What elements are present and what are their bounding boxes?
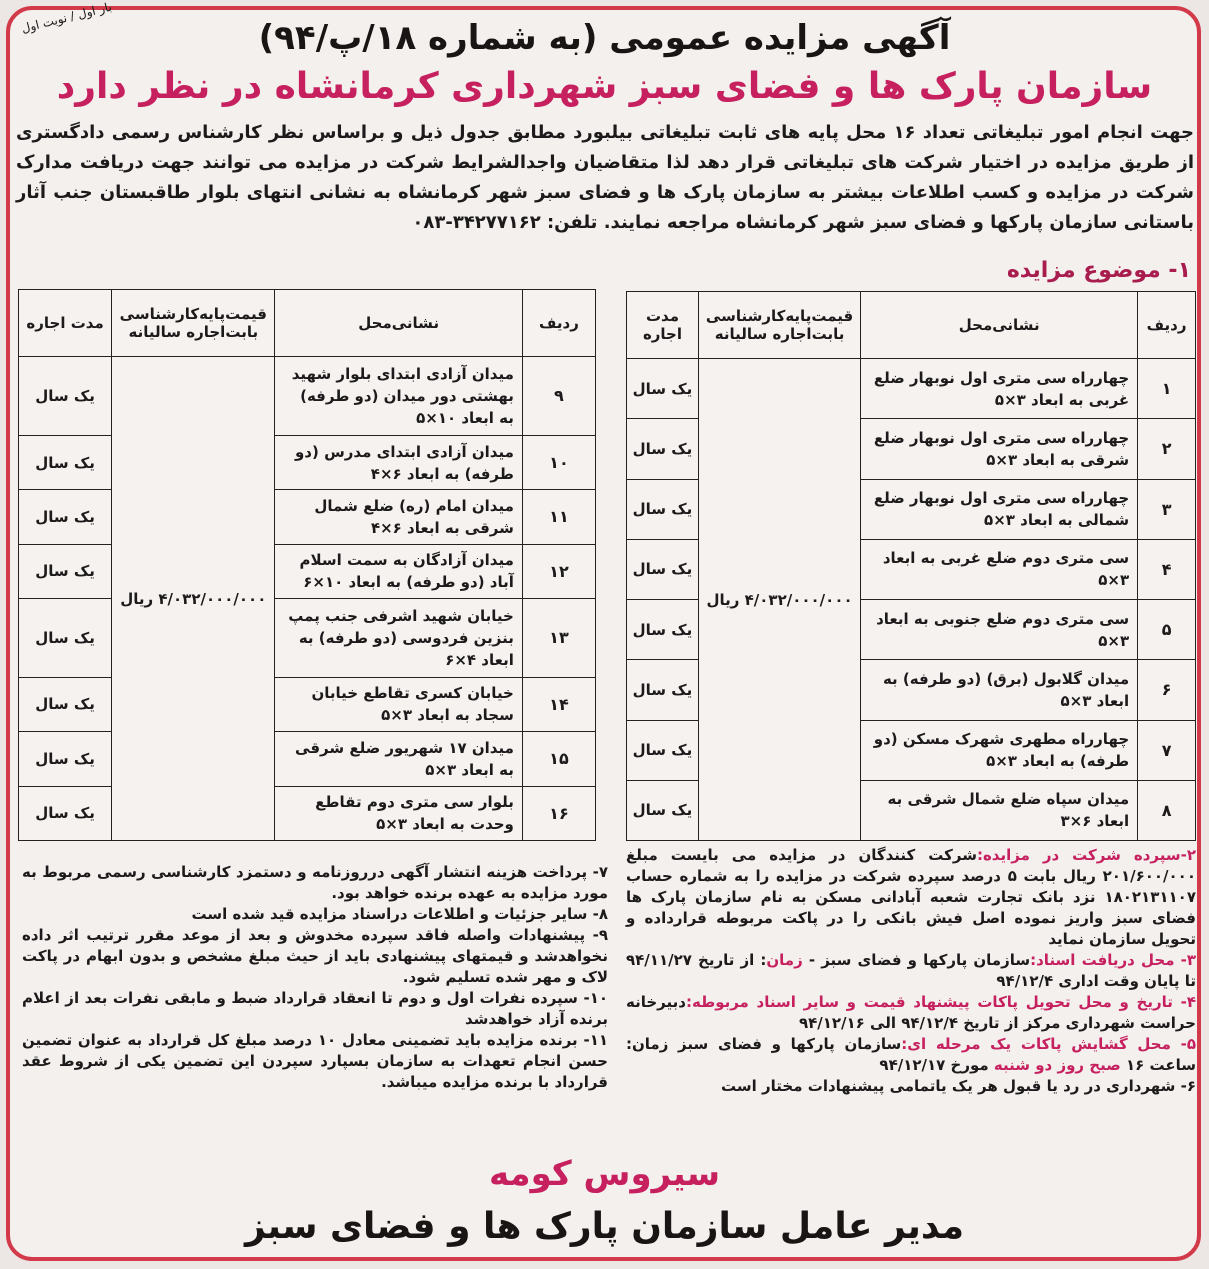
row-duration: یک سال xyxy=(627,539,699,599)
condition-3-label: ۳- محل دریافت اسناد: xyxy=(1030,951,1196,969)
corner-note: بار اول / نوبت اول xyxy=(20,0,114,36)
row-location: میدان امام (ره) ضلع شمال شرقی به ابعاد ۶×۴ xyxy=(275,490,522,544)
row-location: میدان سپاه ضلع شمال شرقی به ابعاد ۶×۳ xyxy=(861,780,1138,840)
row-duration: یک سال xyxy=(19,677,112,731)
base-price: ۴/۰۳۲/۰۰۰/۰۰۰ ریال xyxy=(112,357,275,841)
condition-5-label: ۵- محل گشایش پاکات یک مرحله ای: xyxy=(901,1035,1196,1053)
row-duration: یک سال xyxy=(627,600,699,660)
conditions-right xyxy=(626,845,1196,1097)
row-duration: یک سال xyxy=(627,660,699,720)
row-number: ۱۳ xyxy=(522,598,595,677)
condition-9: ۹- پیشنهادات واصله فاقد سپرده مخدوش و بعد از موعد مقرر ترتیب اثر داده نخواهدشد و قیمتهای پیشنهادی باید از حیث مبلغ مشخص و بدون ابهام در پاکت لاک و مهر شده تسلیم شود. xyxy=(22,926,608,986)
row-number: ۱۵ xyxy=(522,732,595,786)
page-title: آگهی مزایده عمومی (به شماره ۱۸/پ/۹۴) xyxy=(258,18,951,58)
row-number: ۱ xyxy=(1138,359,1196,419)
row-location: چهارراه سی متری اول نوبهار ضلع غربی به ابعاد ۳×۵ xyxy=(861,359,1138,419)
condition-2-text: شرکت کنندگان در مزایده می بایست مبلغ ۲۰۱/۶۰۰/۰۰۰ ریال بابت ۵ درصد سپرده شرکت در مزایده را به شماره حساب ۱۸۰۲۱۳۱۱۰۷ نزد بانک تجارت شعبه آبادانی مسکن به نام سازمان پارک ها فضای سبز واریز نموده اصل فیش بانکی را در پاکت مربوطه قرارداده و تحویل سازمان نماید xyxy=(626,846,1196,948)
header-row: ردیف xyxy=(522,290,595,357)
conditions-left xyxy=(22,862,608,1093)
condition-2 xyxy=(626,845,1196,950)
row-number: ۵ xyxy=(1138,600,1196,660)
row-number: ۶ xyxy=(1138,660,1196,720)
condition-5-tail: مورخ ۹۴/۱۲/۱۷ xyxy=(879,1056,989,1074)
row-number: ۷ xyxy=(1138,720,1196,780)
condition-3-tail: : از تاریخ ۹۴/۱۱/۲۷ تا پایان وقت اداری ۹۴/۱۲/۴ xyxy=(626,951,1196,990)
row-number: ۸ xyxy=(1138,780,1196,840)
row-number: ۱۴ xyxy=(522,677,595,731)
condition-5-tail-highlight: صبح روز دو شنبه xyxy=(993,1056,1121,1074)
row-duration: یک سال xyxy=(627,720,699,780)
condition-10: ۱۰- سپرده نفرات اول و دوم تا انعقاد قرارداد ضبط و مابقی نفرات بعد از اعلام برنده آزاد خواهدشد xyxy=(22,989,608,1028)
condition-3-time-label: زمان xyxy=(766,951,803,969)
table-row xyxy=(19,732,596,786)
row-number: ۹ xyxy=(522,357,595,436)
row-location: خیابان شهید اشرفی جنب پمپ بنزین فردوسی (دو طرفه) به ابعاد ۴×۶ xyxy=(275,598,522,677)
signatory-title: مدیر عامل سازمان پارک ها و فضای سبز xyxy=(245,1206,964,1247)
table-row xyxy=(19,490,596,544)
row-location: بلوار سی متری دوم تقاطع وحدت به ابعاد ۳×۵ xyxy=(275,786,522,840)
header-price: قیمت‌پایه‌کارشناسی بابت‌اجاره سالیانه xyxy=(698,292,860,359)
row-duration: یک سال xyxy=(19,435,112,489)
header-location: نشانی‌محل xyxy=(861,292,1138,359)
row-number: ۲ xyxy=(1138,419,1196,479)
auction-table-left xyxy=(18,289,596,841)
header-row: ردیف xyxy=(1138,292,1196,359)
condition-2-label: ۲-سپرده شرکت در مزایده: xyxy=(976,846,1196,864)
header-location: نشانی‌محل xyxy=(275,290,522,357)
row-duration: یک سال xyxy=(627,419,699,479)
row-location: چهارراه مطهری شهرک مسکن (دو طرفه) به ابعاد ۳×۵ xyxy=(861,720,1138,780)
header-duration: مدت اجاره xyxy=(627,292,699,359)
row-location: میدان آزادی ابتدای مدرس (دو طرفه) به ابعاد ۶×۴ xyxy=(275,435,522,489)
row-duration: یک سال xyxy=(19,786,112,840)
condition-3 xyxy=(626,950,1196,992)
row-number: ۱۰ xyxy=(522,435,595,489)
row-duration: یک سال xyxy=(19,598,112,677)
row-duration: یک سال xyxy=(627,479,699,539)
row-number: ۳ xyxy=(1138,479,1196,539)
condition-8: ۸- سایر جزئیات و اطلاعات دراسناد مزایده قید شده است xyxy=(191,905,608,923)
table-row xyxy=(19,544,596,598)
condition-3-text: سازمان پارکها و فضای سبز - xyxy=(808,951,1031,969)
row-number: ۴ xyxy=(1138,539,1196,599)
page-subtitle: سازمان پارک ها و فضای سبز شهرداری کرمانشاه در نظر دارد xyxy=(56,66,1153,107)
intro-paragraph: جهت انجام امور تبلیغاتی تعداد ۱۶ محل پایه های ثابت تبلیغاتی بیلبورد مطابق جدول ذیل و براساس نظر کارشناس رسمی دادگستری از طریق مزایده در اختیار شرکت های تبلیغاتی قرار دهد لذا متقاضیان واجدالشرایط شرکت در مزایده می توانند جهت دریافت مدارک شرکت در مزایده و کسب اطلاعات بیشتر به سازمان پارک ها و فضای سبز شهر کرمانشاه به نشانی انتهای بلوار طاقبستان جنب آثار باستانی سازمان پارکها و فضای سبز شهر کرمانشاه مراجعه نمایند. تلفن: ۳۴۲۷۷۱۶۲-۰۸۳ xyxy=(16,122,1194,233)
table-row xyxy=(19,786,596,840)
row-location: میدان گلابول (برق) (دو طرفه) به ابعاد ۳×۵ xyxy=(861,660,1138,720)
header-duration: مدت اجاره xyxy=(19,290,112,357)
row-duration: یک سال xyxy=(19,490,112,544)
table-row xyxy=(627,359,1196,419)
row-location: میدان آزادی ابتدای بلوار شهید بهشتی دور میدان (دو طرفه) به ابعاد ۱۰×۵ xyxy=(275,357,522,436)
row-duration: یک سال xyxy=(627,359,699,419)
row-duration: یک سال xyxy=(19,544,112,598)
table-row xyxy=(19,435,596,489)
row-location: سی متری دوم ضلع جنوبی به ابعاد ۳×۵ xyxy=(861,600,1138,660)
row-duration: یک سال xyxy=(19,357,112,436)
table-row xyxy=(19,677,596,731)
row-location: چهارراه سی متری اول نوبهار ضلع شمالی به ابعاد ۳×۵ xyxy=(861,479,1138,539)
auction-table-right xyxy=(626,291,1196,841)
condition-4-text: دبیرخانه حراست شهرداری مرکز از تاریخ ۹۴/۱۲/۴ الی ۹۴/۱۲/۱۶ xyxy=(626,993,1196,1032)
row-location: سی متری دوم ضلع غربی به ابعاد ۳×۵ xyxy=(861,539,1138,599)
row-location: میدان آزادگان به سمت اسلام آباد (دو طرفه) به ابعاد ۱۰×۶ xyxy=(275,544,522,598)
condition-7: ۷- پرداخت هزینه انتشار آگهی درروزنامه و دستمزد کارشناسی رسمی مربوط به مورد مزایده به عهده برنده خواهد بود. xyxy=(22,863,608,902)
row-location: میدان ۱۷ شهریور ضلع شرقی به ابعاد ۳×۵ xyxy=(275,732,522,786)
condition-4 xyxy=(626,992,1196,1034)
condition-4-label: ۴- تاریخ و محل تحویل پاکات پیشنهاد قیمت و سایر اسناد مربوطه: xyxy=(685,993,1196,1011)
row-number: ۱۶ xyxy=(522,786,595,840)
condition-6: ۶- شهرداری در رد یا قبول هر یک یاتمامی پیشنهادات مختار است xyxy=(721,1077,1196,1095)
condition-11: ۱۱- برنده مزایده باید تضمینی معادل ۱۰ درصد مبلغ کل قرارداد به عنوان تضمین حسن انجام تعهدات به سازمان بسپارد سپردن این تضمین یکی از شروط عقد قرارداد با برنده مزایده میباشد. xyxy=(22,1031,608,1091)
table-row xyxy=(19,598,596,677)
table-row xyxy=(19,357,596,436)
header-price: قیمت‌پایه‌کارشناسی بابت‌اجاره سالیانه xyxy=(112,290,275,357)
condition-5 xyxy=(626,1034,1196,1076)
condition-5-text: سازمان پارکها و فضای سبز زمان: ساعت ۱۶ xyxy=(626,1035,1196,1074)
row-number: ۱۱ xyxy=(522,490,595,544)
signatory-name: سیروس کومه xyxy=(488,1154,721,1194)
row-duration: یک سال xyxy=(627,780,699,840)
row-location: چهارراه سی متری اول نوبهار ضلع شرقی به ابعاد ۳×۵ xyxy=(861,419,1138,479)
row-duration: یک سال xyxy=(19,732,112,786)
section-title: ۱- موضوع مزایده xyxy=(1006,258,1191,283)
base-price: ۴/۰۳۲/۰۰۰/۰۰۰ ریال xyxy=(698,359,860,841)
row-number: ۱۲ xyxy=(522,544,595,598)
row-location: خیابان کسری تقاطع خیابان سجاد به ابعاد ۳×۵ xyxy=(275,677,522,731)
